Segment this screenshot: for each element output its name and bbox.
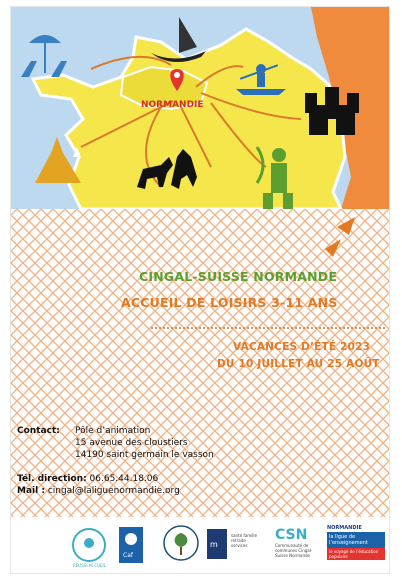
contact-line-1: Pôle d’animation bbox=[75, 426, 151, 436]
castle-icon bbox=[305, 87, 359, 135]
msa-logo bbox=[207, 529, 257, 563]
direction-label: Tél. direction: bbox=[17, 474, 87, 484]
france-map bbox=[11, 7, 389, 209]
ligue-name: la ligue de l’enseignement bbox=[327, 532, 385, 548]
contact-line-2: 15 avenue des cloustiers bbox=[75, 438, 188, 448]
reussi-accueil-text: RÉUSSI ACCUEIL bbox=[73, 563, 106, 568]
csn-logo bbox=[275, 527, 323, 558]
contact-label: Contact: bbox=[17, 426, 60, 436]
mail-label: Mail : bbox=[17, 486, 45, 496]
ligue-logo bbox=[327, 525, 385, 560]
tree-logo bbox=[163, 525, 199, 565]
caf-logo bbox=[119, 527, 143, 567]
mail-address[interactable]: cingal@laliguenormandie.org bbox=[47, 486, 180, 496]
partner-logos bbox=[11, 517, 389, 573]
reussi-accueil-logo bbox=[71, 527, 107, 567]
svg-text:m: m bbox=[210, 540, 218, 549]
map-illustration bbox=[11, 7, 389, 209]
csn-caption: Communauté de communes Cingal-Suisse Normande bbox=[275, 543, 313, 558]
ligue-tagline: le voyage de l’éducation populaire bbox=[327, 548, 385, 560]
title-cingal: CINGAL-SUISSE NORMANDE bbox=[139, 269, 338, 284]
title-accueil: ACCUEIL DE LOISIRS 3-11 ANS bbox=[121, 295, 338, 310]
flyer-page bbox=[10, 6, 390, 574]
contact-line-3: 14190 saint germain le vasson bbox=[75, 450, 214, 460]
ligue-region: NORMANDIE bbox=[327, 525, 362, 531]
subtitle-dates: DU 10 JUILLET AU 25 AOÛT bbox=[217, 358, 380, 370]
dotted-divider bbox=[151, 327, 385, 329]
csn-mark: CSN bbox=[275, 527, 308, 543]
subtitle-vacances: VACANCES D’ÉTÉ 2023 bbox=[233, 341, 371, 353]
msa-caption: santé famille retraite services bbox=[231, 533, 257, 548]
caf-text: Caf bbox=[123, 552, 133, 559]
contact-block bbox=[17, 425, 214, 497]
region-label: NORMANDIE bbox=[141, 100, 204, 110]
direction-phone[interactable]: 06.65.44.18.06 bbox=[89, 474, 159, 484]
